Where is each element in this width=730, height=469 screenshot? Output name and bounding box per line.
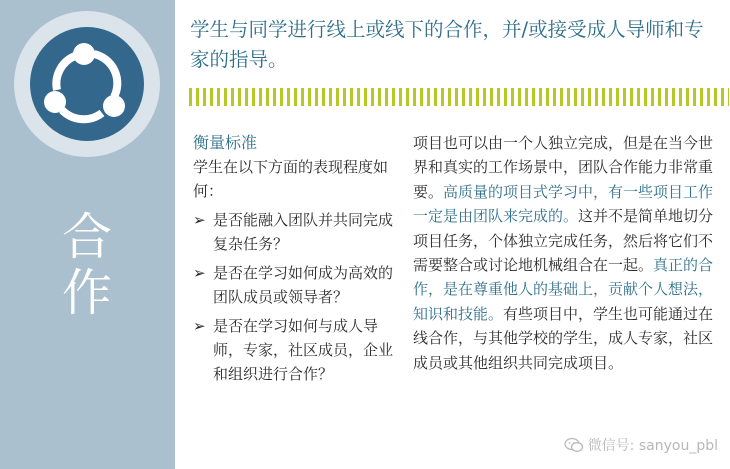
watermark	[560, 435, 722, 455]
criteria-item	[193, 314, 398, 386]
criteria-intro: 学生在以下方面的表现程度如何：	[193, 158, 389, 200]
body-text-p1: 项目也可以由一个人独立完成，但是在当今世界和真实的工作场景中，团队合作能力非常重要。	[413, 134, 714, 201]
criteria-item-text: 是否在学习如何与成人导师，专家，社区成员，企业和组织进行合作？	[213, 317, 394, 383]
watermark-text: 微信号: sanyou_pbl	[587, 438, 718, 454]
section-title-char-1: 合	[62, 208, 112, 266]
criteria-item	[193, 208, 398, 256]
body-text	[413, 131, 720, 375]
wechat-icon	[564, 437, 584, 453]
criteria-subheading: 衡量标准	[193, 133, 258, 152]
arrow-bullet-icon: ➢	[193, 317, 206, 335]
body-highlight-1: 高质量的项目式学习中，有一些项目工作一定是由团队来完成的。	[413, 182, 714, 226]
body-text-p3: 这并不是简单地切分项目任务，个体独立完成任务，然后将它们不需要整合或讨论地机械组合在一起。	[413, 207, 714, 275]
criteria-column	[193, 131, 398, 386]
section-title-char-2: 作	[62, 264, 112, 322]
body-highlight-2: 真正的合作，是在尊重他人的基础上，贡献个人想法，知识和技能。	[413, 256, 714, 323]
criteria-item-text: 是否在学习如何成为高效的团队成员或领导者？	[213, 264, 394, 306]
arrow-bullet-icon: ➢	[193, 211, 206, 229]
collaboration-cycle-icon	[30, 27, 144, 141]
page-heading: 学生与同学进行线上或线下的合作，并/或接受成人导师和专家的指导。	[190, 18, 704, 71]
stripe-divider	[189, 88, 729, 106]
arrow-bullet-icon: ➢	[193, 264, 206, 282]
body-text-p5: 有些项目中，学生也可能通过在线合作，与其他学校的学生，成人专家，社区成员或其他组织共同完成项目。	[413, 304, 714, 372]
criteria-item	[193, 261, 398, 309]
criteria-list	[193, 208, 398, 386]
criteria-item-text: 是否能融入团队并共同完成复杂任务？	[213, 211, 394, 253]
